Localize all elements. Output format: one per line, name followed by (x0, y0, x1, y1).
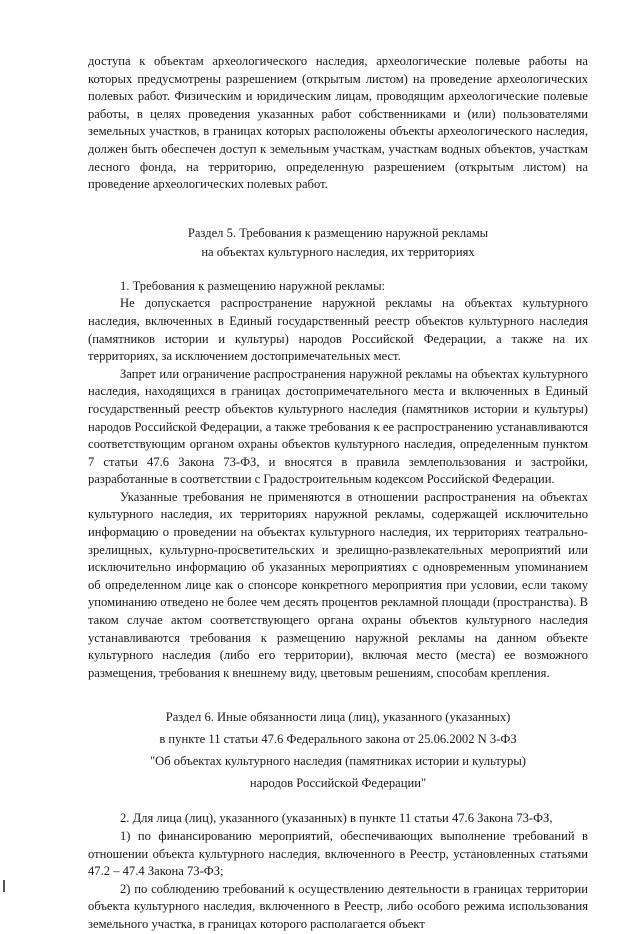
section-6-subitem-1: 1) по финансированию мероприятий, обеспечивающих выполнение требований в отношении объекта культурного наследия, включенного в Реестр, установленных статьями 47.2 – 47.4 Закона 73-ФЗ; (88, 829, 588, 879)
section-5-paragraph-1: Не допускается распространение наружной рекламы на объектах культурного наследия, включенных в Единый государственный реестр объектов культурного наследия (памятников истории и культуры) народов Российской Федерации, а также на их территориях, за исключением достопримечательных мест. (88, 296, 588, 364)
section-5-title-line-2: на объектах культурного наследия, их территориях (201, 244, 475, 259)
section-6-title-line-4: народов Российской Федерации" (249, 776, 427, 791)
section-6-heading (88, 706, 588, 794)
section-6-title-line-2: в пункте 11 статьи 47.6 Федерального закона от 25.06.2002 N 3-ФЗ (159, 732, 517, 747)
section-5-heading (88, 224, 588, 262)
section-6-title-line-1: Раздел 6. Иные обязанности лица (лиц), указанного (указанных) (165, 710, 511, 725)
section-6-title-line-3: "Об объектах культурного наследия (памятниках истории и культуры) (150, 754, 526, 769)
document-body (88, 53, 588, 934)
intro-paragraph: доступа к объектам археологического наследия, археологические полевые работы на которых предусмотрены разрешением (открытым листом) на проведение археологических полевых работ. Физическим и юридическим лицам, проводящим археологические полевые работы, в целях проведения указанных работ собственниками и (или) пользователями земельных участков, в границах которых расположены объекты археологического наследия, должен быть обеспечен доступ к земельным участкам, участкам водных объектов, участкам лесного фонда, на территорию, определенную разрешением (открытым листом) на проведение археологических полевых работ. (88, 54, 588, 192)
section-6-item-2: 2. Для лица (лиц), указанного (указанных) в пункте 11 статьи 47.6 Закона 73-ФЗ, (120, 811, 553, 826)
scan-edge-mark (3, 880, 5, 892)
section-5-paragraph-3: Указанные требования не применяются в отношении распространения на объектах культурного наследия, их территориях наружной рекламы, содержащей исключительно информацию о проведении на объектах культурного наследия, их территориях театрально-зрелищных, культурно-просветительских и зрелищно-развлекательных мероприятий или исключительно информацию об указанных мероприятиях с одновременным упоминанием об определенном лице как о спонсоре конкретного мероприятия при условии, если такому упоминанию отведено не более чем десять процентов рекламной площади (пространства). В таком случае актом соответствующего органа охраны объектов культурного наследия устанавливаются требования к размещению наружной рекламы на данном объекте культурного наследия (либо его территории), включая место (места) ее возможного размещения, требования к внешнему виду, цветовым решениям, способам крепления. (88, 489, 588, 680)
section-5-paragraph-2: Запрет или ограничение распространения наружной рекламы на объектах культурного наследия, находящихся в границах достопримечательного места и включенных в Единый государственный реестр объектов культурного наследия (памятников истории и культуры) народов Российской Федерации, а также требования к ее распространению устанавливаются соответствующим органом охраны объектов культурного наследия, определенным пунктом 7 статьи 47.6 Закона 73-ФЗ, и вносятся в правила землепользования и застройки, разработанные в соответствии с Градостроительным кодексом Российской Федерации. (88, 366, 588, 487)
section-5-item-1-heading: 1. Требования к размещению наружной рекламы: (120, 278, 386, 293)
section-6-subitem-2: 2) по соблюдению требований к осуществлению деятельности в границах территории объекта культурного наследия, включенного в Реестр, либо особого режима использования земельного участка, в границах которого располагается объект (88, 881, 588, 931)
section-5-title-line-1: Раздел 5. Требования к размещению наружной рекламы (187, 225, 489, 240)
